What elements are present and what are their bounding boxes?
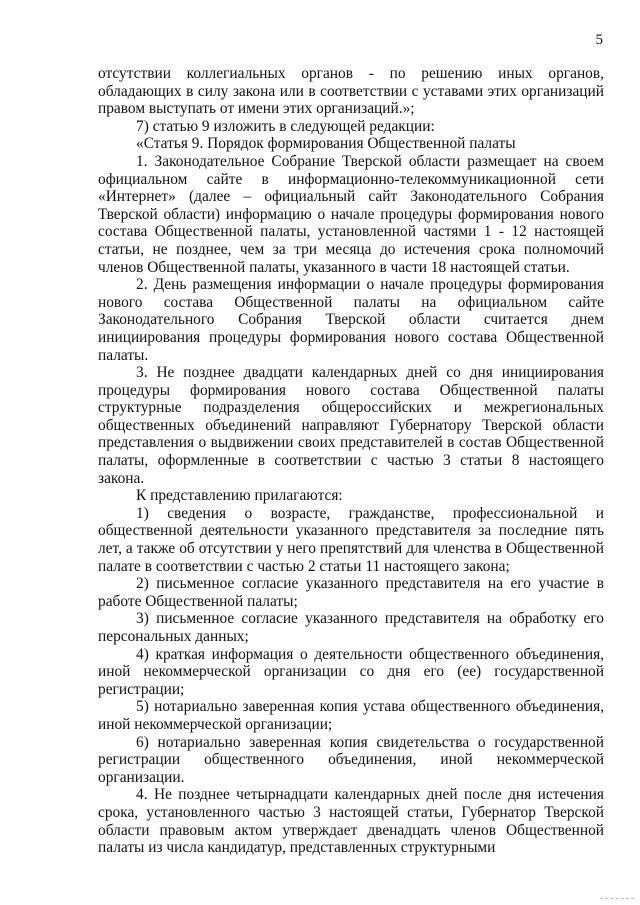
- list-item-1: 1) сведения о возрасте, гражданстве, профессиональной и общественной деятельности указанного представителя за последние пять лет, а также об отсутствии у него препятствий для членства в Общественной палате в соответствии с частью 2 статьи 11 настоящего закона;: [98, 504, 604, 575]
- list-item-6: 6) нотариально заверенная копия свидетельства о государственной регистрации общественного объединения, иной некоммерческой организации.: [98, 733, 604, 786]
- list-item-3: 3) письменное согласие указанного представителя на обработку его персональных данных;: [98, 610, 604, 645]
- list-item-4: 4) краткая информация о деятельности общественного объединения, иной некоммерческой организации со дня его (ее) государственной регистрации;: [98, 645, 604, 698]
- scan-artifact: [600, 898, 634, 903]
- paragraph-continuation: отсутствии коллегиальных органов - по решению иных органов, обладающих в силу закона или в соответствии с уставами этих организаций правом выступать от имени этих организаций.»;: [98, 65, 604, 118]
- paragraph-part-1: 1. Законодательное Собрание Тверской области размещает на своем официальном сайте в информационно-телекоммуникационной сети «Интернет» (далее – официальный сайт Законодательного Собрания Тверской области) информацию о начале процедуры формирования нового состава Общественной палаты, установленной частями 1 - 12 настоящей статьи, не позднее, чем за три месяца до истечения срока полномочий членов Общественной палаты, указанного в части 18 настоящей статьи.: [98, 152, 604, 276]
- paragraph-part-2: 2. День размещения информации о начале процедуры формирования нового состава Общественной палаты на официальном сайте Законодательного Собрания Тверской области считается днем инициирования процедуры формирования нового состава Общественной палаты.: [98, 276, 604, 364]
- article-9-heading: «Статья 9. Порядок формирования Общественной палаты: [136, 135, 516, 153]
- paragraph-amendment-7: 7) статью 9 изложить в следующей редакции:: [136, 117, 435, 135]
- page-number: 5: [595, 32, 603, 48]
- paragraph-attachments-intro: К представлению прилагаются:: [136, 487, 343, 505]
- paragraph-part-3: 3. Не позднее двадцати календарных дней со дня инициирования процедуры формирования нового состава Общественной палаты структурные подразделения общероссийских и межрегиональных общественных объединений направляют Губернатору Тверской области представления о выдвижении своих представителей в состав Общественной палаты, оформленные в соответствии с частью 3 статьи 8 настоящего закона.: [98, 364, 604, 487]
- paragraph-part-4: 4. Не позднее четырнадцати календарных дней после дня истечения срока, установленного частью 3 настоящей статьи, Губернатор Тверской области правовым актом утверждает двенадцать членов Общественной палаты из числа кандидатур, представленных структурными: [98, 786, 604, 857]
- list-item-5: 5) нотариально заверенная копия устава общественного объединения, иной некоммерческой организации;: [98, 698, 604, 733]
- list-item-2: 2) письменное согласие указанного представителя на его участие в работе Общественной палаты;: [98, 575, 604, 610]
- document-body: [98, 65, 604, 857]
